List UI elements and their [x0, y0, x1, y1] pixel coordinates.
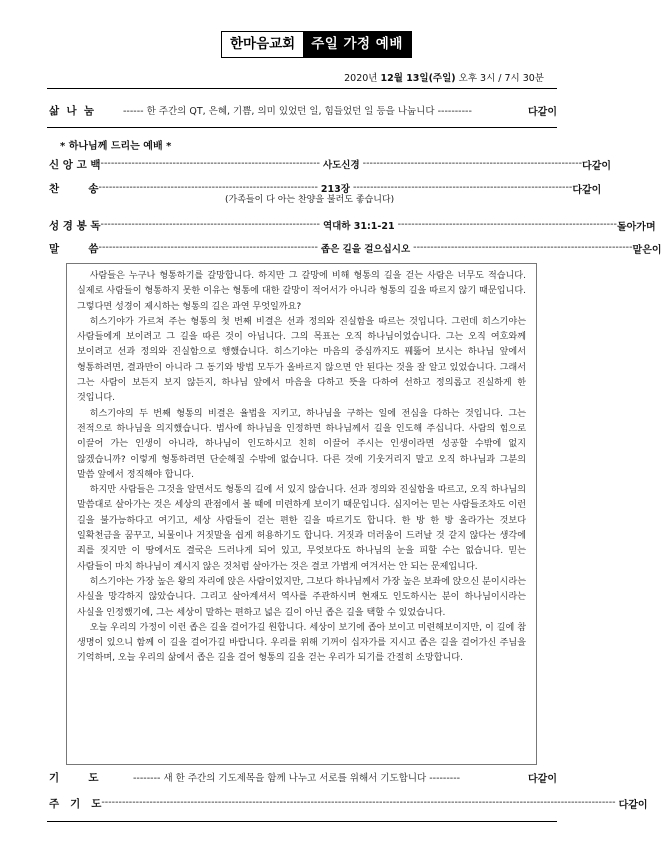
- dash-fill: ----------------------------------------------------------------: [362, 158, 583, 169]
- share-divider: [47, 127, 557, 128]
- sermon-paragraph: 히스기야가 가르쳐 주는 형통의 첫 번째 비결은 선과 정의와 진실함을 따르는 것입니다. 그런데 히스기야는 사람들에게 보이려고 그 길을 따른 것이 아닙니다. 그의 목표는 오직 하나님이었습니다. 그는 오직 여호와께 보이려고 선과 정의와 진실함으로 행했습니다. 히스기야는 마음의 중심까지도 꿰뚫어 보시는 하나님 앞에서 형통하려면, 결과만이 아니라 그 동기와 방법 모두가 올바르지 않으면 안 된다는 것을 잘 알고 있었습니다. 그래서 그는 사람이 보든지 보지 않든지, 하나님 앞에서 마음을 다하고 뜻을 다하여 선하고 정의롭고 진실하게 한 것입니다.: [77, 316, 526, 404]
- creed-middle: 사도신경: [322, 160, 360, 171]
- sermon-paragraph: 히스기야의 두 번째 형통의 비결은 율법을 지키고, 하나님을 구하는 일에 전심을 다하는 것입니다. 그는 전적으로 하나님을 의지했습니다. 범사에 하나님을 인정하면 하나님께서 길을 인도해 주십니다. 사람의 힘으로 이끌어 가는 인생이 아니라, 하나님이 인도하시고 친히 이끌어 주시는 인생이라면 성공할 수밖에 없지 않겠습니까? 이렇게 형통하려면 단순해질 수밖에 없습니다. 다른 것에 기웃거리지 말고 오직 하나님과 그분의 말씀 앞에서 정직해야 합니다.: [77, 408, 526, 480]
- share-label: 삶 나 눔: [49, 104, 95, 117]
- worship-section-title: * 하나님께 드리는 예배 *: [60, 141, 172, 152]
- footer-divider: [47, 821, 557, 822]
- sermon-end: 맡은이: [632, 244, 662, 256]
- prayer-text: -------- 새 한 주간의 기도제목을 함께 나누고 서로를 위해서 기도합니다 ---------: [133, 773, 461, 784]
- sermon-paragraph: 하지만 사람들은 그것을 알면서도 형통의 길에 서 있지 않습니다. 선과 정의와 진실함을 따르고, 오직 하나님의 말씀대로 살아가는 것은 세상의 관점에서 볼 때에 미련하게 보이기 때문입니다. 심지어는 믿는 사람들조차도 이런 길을 불가능하다고 여기고, 세상 사람들이 걷는 편한 길을 따르기도 합니다. 한 방 한 방 올라가는 것보다 일확천금을 꿈꾸고, 뇌물이나 거짓말을 쉽게 허용하기도 합니다. 거짓과 더러움이 드러날 것 같지 않다는 생각에 죄를 짓지만 이 땅에서도 결국은 드러나게 되어 있고, 무엇보다도 하나님의 눈을 피할 수는 없습니다. 믿는 사람들이 마치 하나님이 계시지 않은 것처럼 살아가는 것은 결코 가볍게 여겨서는 안 되는 문제입니다.: [77, 485, 526, 572]
- reading-label: 성 경 봉 독: [49, 219, 101, 232]
- order-row-share: [49, 102, 557, 118]
- sermon-paragraph: 오늘 우리의 가정이 이런 좁은 길을 걸어가길 원합니다. 세상이 보기에 좁아 보이고 미련해보이지만, 이 길에 참 생명이 있으니 함께 이 길을 걸어가길 바랍니다. 우리를 위해 기꺼이 십자가를 지시고 좁은 길을 걸어가신 주님을 기억하며, 오늘 우리의 삶에서 좁은 길을 걸어 형통의 길을 걷는 우리가 되기를 간절히 소망합니다.: [77, 622, 526, 664]
- dash-fill: ----------------------------------------------------------------: [413, 242, 633, 253]
- share-text: ------ 한 주간의 QT, 은혜, 기쁨, 의미 있었던 일, 힘들었던 일 등을 나눕니다 ----------: [123, 106, 472, 117]
- order-row-prayer: [49, 769, 557, 785]
- sermon-paragraph: 사람들은 누구나 형통하기를 갈망합니다. 하지만 그 갈망에 비해 형통의 길을 걷는 사람은 너무도 적습니다. 실제로 사람들이 형통하지 못한 이유는 형통에 대한 갈망이 적어서가 아니라 형통의 길을 따르지 않기 때문입니다. 그렇다면 성경이 제시하는 형통의 길은 과연 무엇일까요?: [77, 271, 526, 312]
- lords-prayer-label: 주 기 도: [49, 797, 102, 810]
- order-row-reading: [49, 217, 656, 233]
- dash-fill: ----------------------------------------------------------------: [98, 182, 318, 193]
- order-row-sermon: [49, 240, 662, 256]
- creed-end: 다같이: [582, 160, 612, 172]
- sermon-label: 말 씀: [49, 242, 99, 255]
- hymn-note: (가족들이 다 아는 찬양을 불러도 좋습니다): [225, 195, 395, 205]
- hymn-end: 다같이: [572, 184, 602, 196]
- date-bold: 12월 13일(주일): [380, 73, 456, 84]
- hymn-label: 찬 송: [49, 182, 99, 195]
- share-end: 다같이: [528, 106, 557, 118]
- bulletin-title: [221, 31, 412, 58]
- reading-middle: 역대하 31:1-21: [322, 221, 395, 232]
- order-row-creed: [49, 156, 612, 172]
- hymn-middle: 213장: [320, 184, 350, 195]
- reading-end: 돌아가며: [616, 221, 656, 233]
- prayer-label: 기 도: [49, 771, 99, 784]
- header-divider: [47, 88, 557, 89]
- date-suffix: 오후 3시 / 7시 30분: [455, 73, 544, 84]
- creed-label: 신 앙 고 백: [49, 158, 101, 171]
- sermon-title: 좁은 길을 걸으십시오: [320, 244, 411, 255]
- service-name: 주일 가정 예배: [303, 32, 411, 57]
- service-date: [344, 70, 544, 84]
- order-row-lords-prayer: [49, 795, 648, 811]
- prayer-end: 다같이: [528, 773, 557, 785]
- dash-fill: ----------------------------------------------------------------: [98, 242, 318, 253]
- sermon-text-box: [66, 263, 537, 765]
- sermon-paragraph: 히스기야는 가장 높은 왕의 자리에 앉은 사람이었지만, 그보다 하나님께서 가장 높은 보좌에 앉으신 분이시라는 사실을 망각하지 않았습니다. 그리고 살아계셔서 역사를 주관하시며 현재도 인도하시는 분이 하나님이시라는 사실을 인정했기에, 그는 세상이 말하는 편하고 넓은 길이 아닌 좁은 길을 택할 수 있었습니다.: [77, 576, 526, 618]
- dash-fill: ----------------------------------------------------------------: [100, 158, 320, 169]
- date-prefix: 2020년: [344, 73, 381, 84]
- church-name: 한마음교회: [222, 32, 303, 57]
- dash-fill: ------------------------------------------------------------------------------------------------------------------------------------------------------: [101, 797, 616, 808]
- dash-fill: ----------------------------------------------------------------: [352, 182, 573, 193]
- dash-fill: ----------------------------------------------------------------: [100, 219, 320, 230]
- lords-prayer-end: 다같이: [618, 799, 648, 811]
- dash-fill: ----------------------------------------------------------------: [397, 219, 617, 230]
